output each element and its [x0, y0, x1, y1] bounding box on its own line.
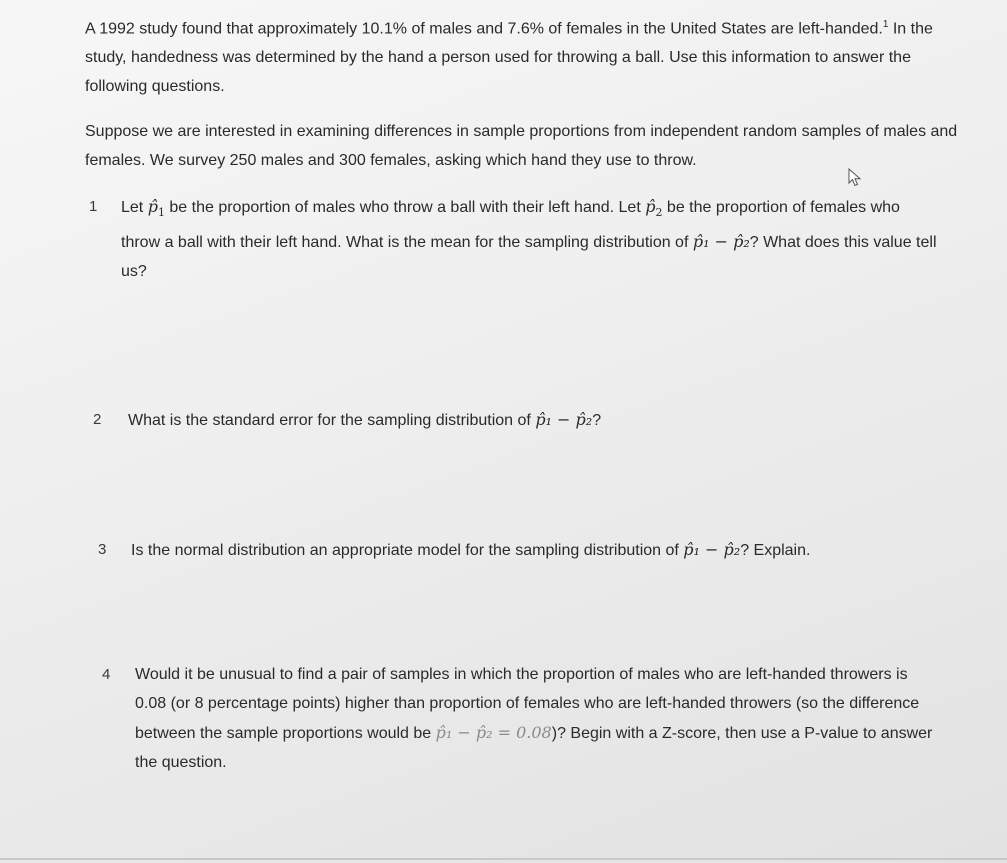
- difference-expression: p̂₁ − p̂₂: [535, 410, 593, 429]
- question-text-part: be the proportion of females who throw a ball with their left hand. What is the mean for the sampling distribution of: [121, 199, 900, 252]
- intro-text-continued: In the study, handedness was determined by the hand a person used for throwing a ball. Use this information to answer the following questions.: [85, 20, 933, 96]
- page-bottom-divider: [0, 858, 1007, 860]
- question-text-part: Let: [121, 199, 148, 216]
- question-text-part: Is the normal distribution an appropriate model for the sampling distribution of: [131, 542, 684, 559]
- intro-text: A 1992 study found that approximately 10.1% of males and 7.6% of females in the United States are left-handed.: [85, 20, 883, 38]
- question-text-part: What is the standard error for the sampling distribution of: [128, 412, 536, 429]
- context-paragraph: Suppose we are interested in examining differences in sample proportions from independent random samples of males and females. We survey 250 males and 300 females, asking which hand they use to throw.: [85, 123, 958, 169]
- question-text-part: ? Explain.: [740, 542, 811, 559]
- difference-expression: p̂₁ − p̂₂: [683, 540, 741, 559]
- question-text: [128, 405, 948, 435]
- question-text: [135, 660, 935, 777]
- question-number: 1: [89, 198, 98, 215]
- question-number: 2: [93, 411, 102, 428]
- difference-expression: p̂₁ − p̂₂ = 0.08: [435, 723, 552, 742]
- phat-1: $p̂_1$: [147, 197, 165, 220]
- difference-expression: p̂₁ − p̂₂: [692, 232, 750, 252]
- mouse-cursor-icon: [848, 168, 862, 188]
- question-text-part: be the proportion of males who throw a ball with their left hand. Let: [164, 199, 646, 216]
- question-text-part: ? What does this value tell us?: [121, 234, 937, 281]
- footnote-marker: 1: [882, 19, 889, 30]
- question-text: [121, 192, 941, 286]
- question-text-part: ?: [592, 412, 602, 429]
- question-number: 4: [102, 666, 111, 683]
- question-number: 3: [98, 541, 107, 558]
- phat-2: $p̂_2$: [645, 197, 663, 220]
- intro-paragraph: [85, 10, 965, 101]
- question-text-part: )? Begin with a Z-score, then use a P-value to answer the question.: [135, 725, 933, 771]
- question-text-part: Would it be unusual to find a pair of samples in which the proportion of males who are left-handed throwers is 0.08 (or 8 percentage points) higher than proportion of females who are left-handed throwers (so the difference between the sample proportions would be: [135, 666, 920, 742]
- question-text: [131, 535, 971, 565]
